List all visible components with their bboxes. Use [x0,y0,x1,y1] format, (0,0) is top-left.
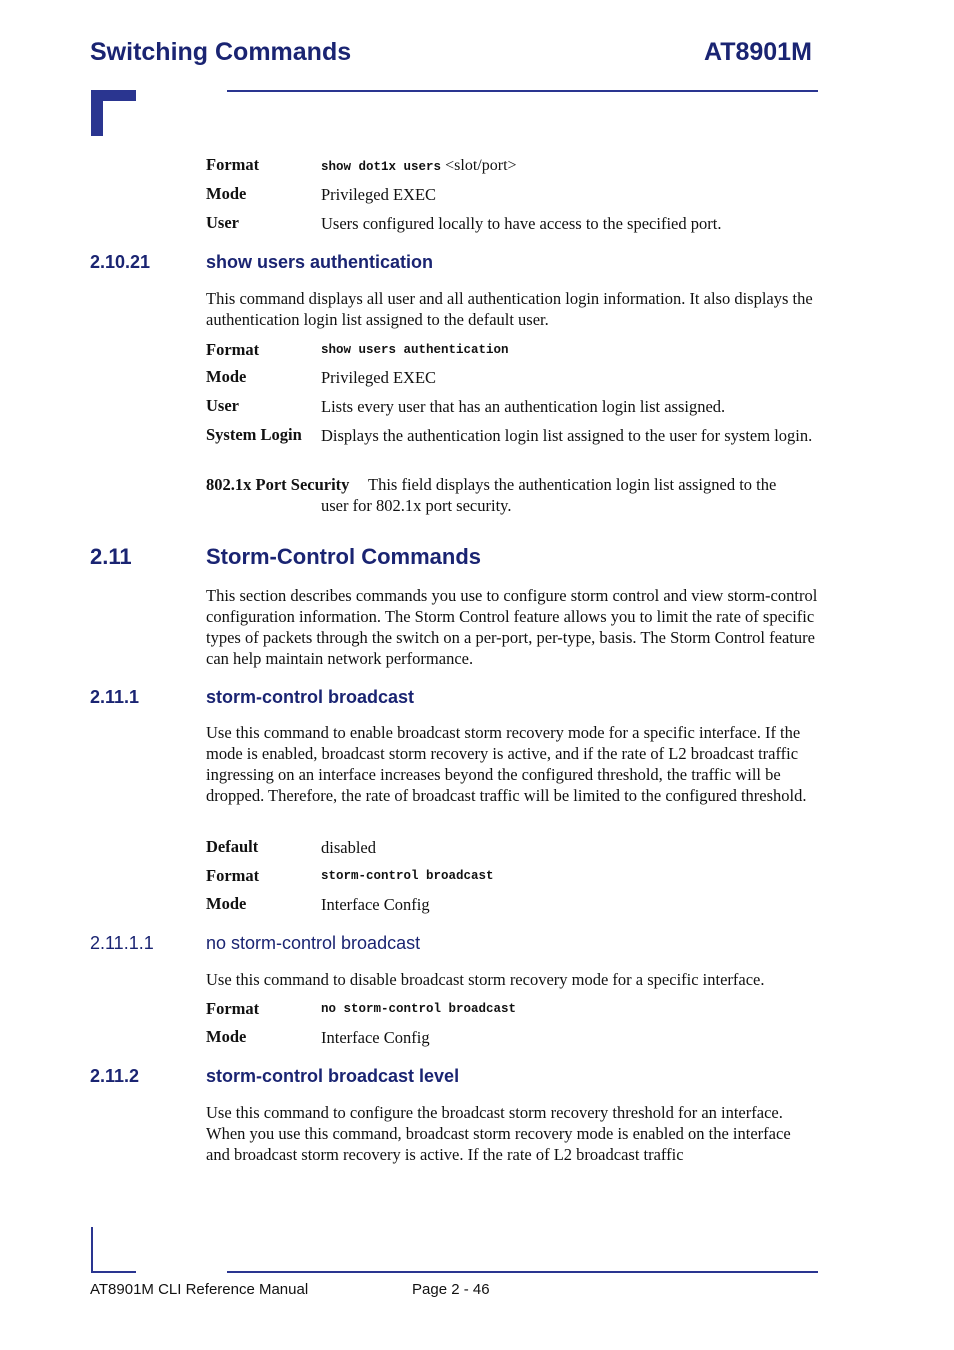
section-number: 2.11.2 [90,1066,140,1086]
mode-value: Interface Config [321,895,430,914]
default-value: disabled [321,838,376,857]
section-title: show users authentication [206,252,434,272]
corner-mark-top-vertical [91,90,103,136]
header-left-title: Switching Commands [90,38,352,66]
subsection-number: 2.11.1.1 [90,933,154,953]
format-command: show dot1x users [321,160,442,174]
mode-value: Privileged EXEC [321,185,437,204]
header-right-title: AT8901M [704,38,812,66]
format-value [321,155,517,175]
subsection-title: no storm-control broadcast [206,933,421,953]
mode-label: Mode [206,1027,247,1046]
footer-page-number: Page 2 - 46 [412,1281,490,1298]
footer-rule [227,1271,818,1273]
corner-mark-bottom-horizontal [91,1271,136,1273]
mode-label: Mode [206,184,247,203]
user-label: User [206,213,239,232]
mode-value: Privileged EXEC [321,368,437,387]
section-number: 2.10.21 [90,252,151,272]
user-label: User [206,396,239,415]
header-rule [227,90,818,92]
system-login-value: Displays the authentication login list assigned to the user for system login. [321,426,813,445]
mode-label: Mode [206,367,247,386]
format-label: Format [206,155,260,174]
user-value: Lists every user that has an authentication login list assigned. [321,397,726,416]
subsection-description: Use this command to disable broadcast storm recovery mode for a specific interface. [206,970,765,989]
section-description: Use this command to configure the broadcast storm recovery threshold for an interface. When you use this command, broadcast storm recovery mode is enabled on the interface and broadcast storm recovery is active. If the rate of L2 broadcast traffic [206,1103,791,1164]
format-label: Format [206,999,260,1018]
section-title: storm-control broadcast [206,687,415,707]
corner-mark-bottom-vertical [91,1227,93,1273]
format-label: Format [206,866,260,885]
mode-label: Mode [206,894,247,913]
port-security-value-line2: user for 802.1x port security. [321,496,512,515]
format-command: show users authentication [321,343,509,357]
footer-manual-title: AT8901M CLI Reference Manual [90,1281,309,1298]
section-number: 2.11.1 [90,687,140,707]
system-login-label: System Login [206,425,302,444]
mode-value: Interface Config [321,1028,430,1047]
chapter-number: 2.11 [90,544,132,569]
chapter-description: This section describes commands you use to configure storm control and view storm-control configuration information. The Storm Control feature allows you to limit the rate of specific types of packets through the switch on a per-port, per-type, basis. The Storm Control feature can help maintain network performance. [206,586,818,668]
port-security-value-line1: This field displays the authentication login list assigned to the [368,475,777,494]
user-value: Users configured locally to have access to the specified port. [321,214,722,233]
port-security-label: 802.1x Port Security [206,475,350,494]
section-title: storm-control broadcast level [206,1066,460,1086]
section-description: This command displays all user and all authentication login information. It also displays the authentication login list assigned to the default user. [206,289,813,329]
format-argument: <slot/port> [445,157,517,174]
format-command: storm-control broadcast [321,869,494,883]
section-description: Use this command to enable broadcast storm recovery mode for a specific interface. If the mode is enabled, broadcast storm recovery is active, and if the rate of L2 broadcast traffic ingressing on an interface increases beyond the configured threshold, the traffic will be dropped. Therefore, the rate of broadcast traffic will be limited to the configured threshold. [206,723,807,805]
format-command: no storm-control broadcast [321,1002,517,1016]
default-label: Default [206,837,259,856]
format-label: Format [206,340,260,359]
chapter-title: Storm-Control Commands [206,544,481,569]
